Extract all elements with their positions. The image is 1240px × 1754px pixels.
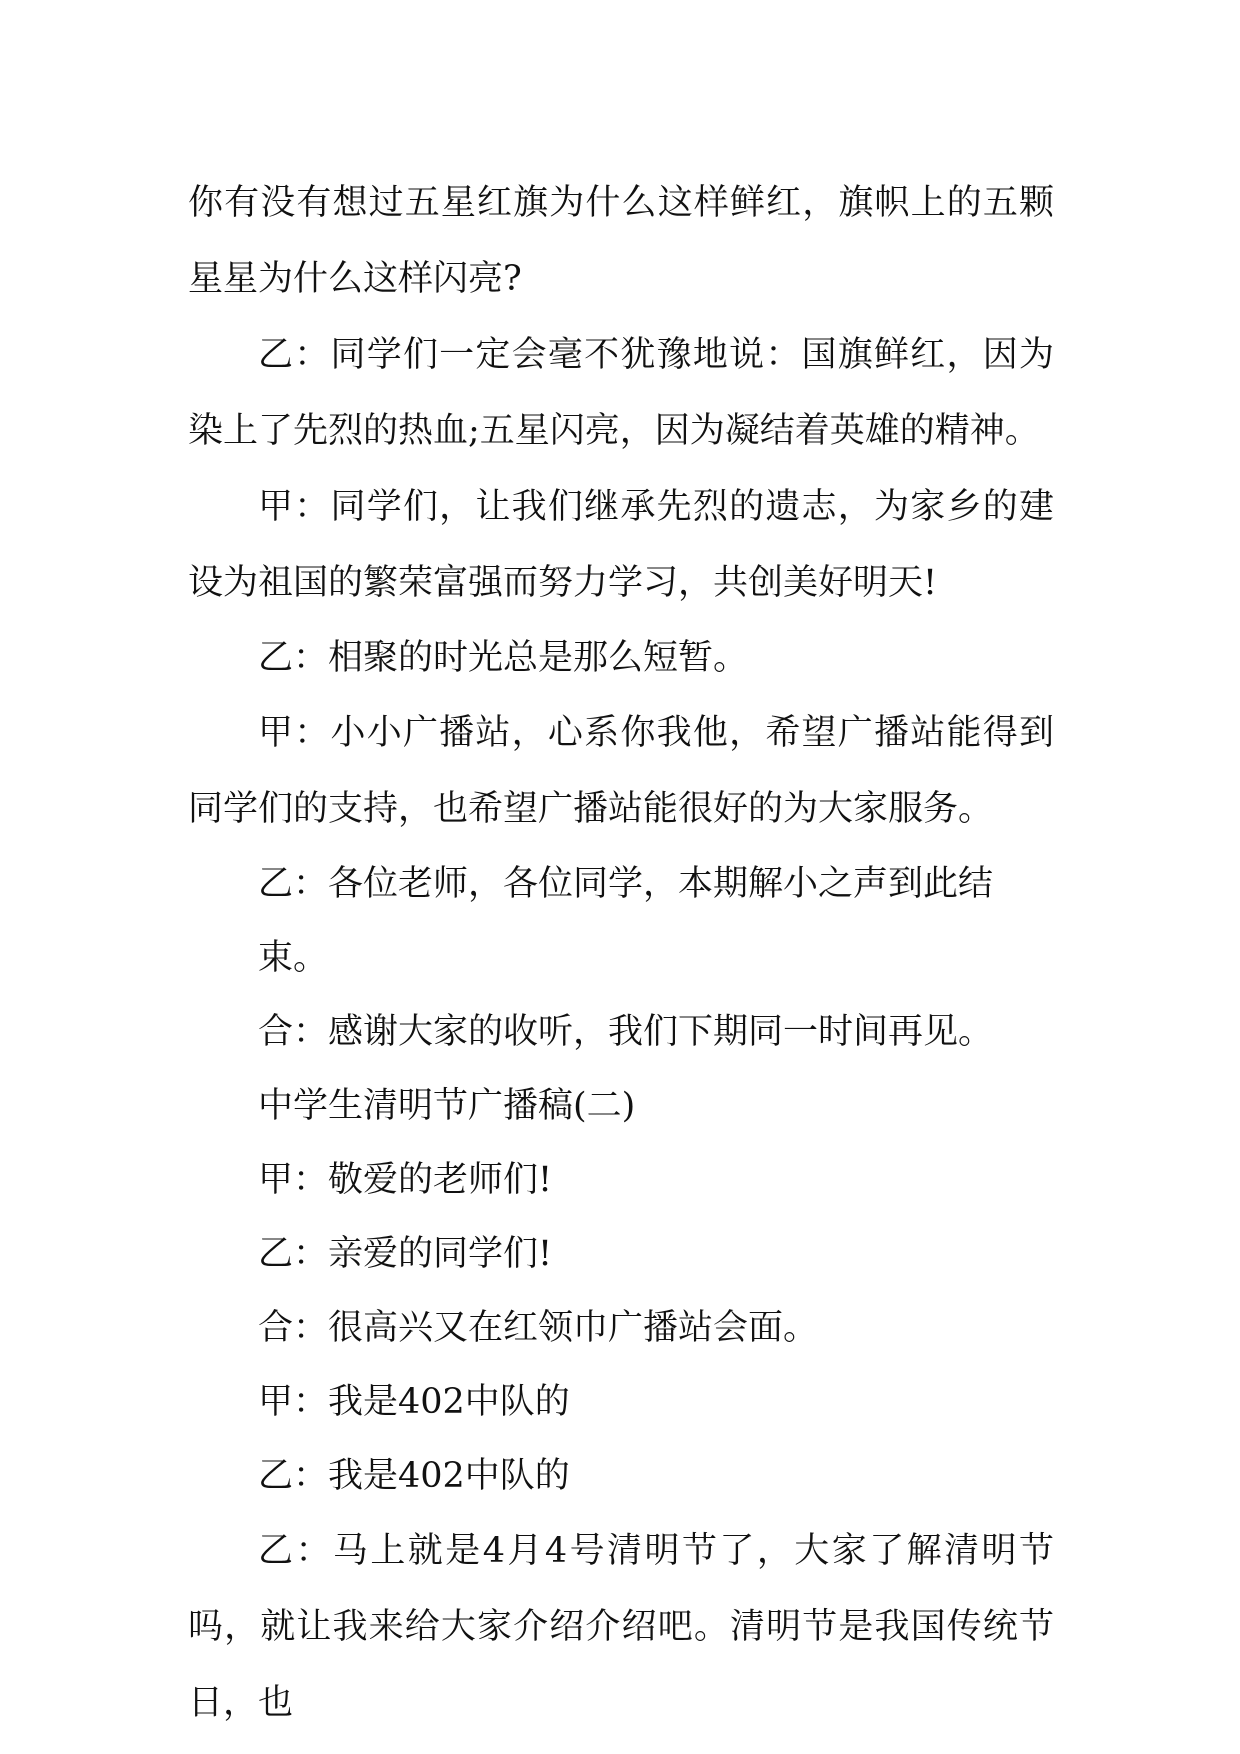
- document-body: [188, 165, 1054, 1741]
- paragraph-jia-station: 甲：小小广播站，心系你我他，希望广播站能得到同学们的支持，也希望广播站能很好的为大家服务。: [188, 713, 1054, 829]
- paragraph-jia-inherit: 甲：同学们，让我们继承先烈的遗志，为家乡的建设为祖国的繁荣富强而努力学习，共创美好明天!: [188, 487, 1054, 603]
- paragraph-yi-qingming: 乙：马上就是4月4号清明节了，大家了解清明节吗，就让我来给大家介绍介绍吧。清明节是我国传统节日，也: [188, 1531, 1054, 1723]
- paragraph-yi-students: 乙：亲爱的同学们!: [258, 1234, 553, 1274]
- paragraph-continuation: 你有没有想过五星红旗为什么这样鲜红，旗帜上的五颗星星为什么这样闪亮?: [188, 183, 1054, 299]
- paragraph-yi-flag: 乙：同学们一定会毫不犹豫地说：国旗鲜红，因为染上了先烈的热血;五星闪亮，因为凝结着英雄的精神。: [188, 335, 1054, 451]
- paragraph-he-thanks: 合：感谢大家的收听，我们下期同一时间再见。: [258, 1012, 994, 1052]
- paragraph-jia-squad: 甲：我是402中队的: [258, 1382, 570, 1422]
- paragraph-yi-squad: 乙：我是402中队的: [258, 1456, 570, 1496]
- paragraph-yi-time: 乙：相聚的时光总是那么短暂。: [258, 638, 749, 678]
- section-heading: 中学生清明节广播稿(二): [258, 1086, 636, 1126]
- paragraph-jia-teachers: 甲：敬爱的老师们!: [258, 1160, 553, 1200]
- paragraph-yi-end: 乙：各位老师，各位同学，本期解小之声到此结束。: [258, 864, 994, 978]
- paragraph-he-meet: 合：很高兴又在红领巾广播站会面。: [258, 1308, 819, 1348]
